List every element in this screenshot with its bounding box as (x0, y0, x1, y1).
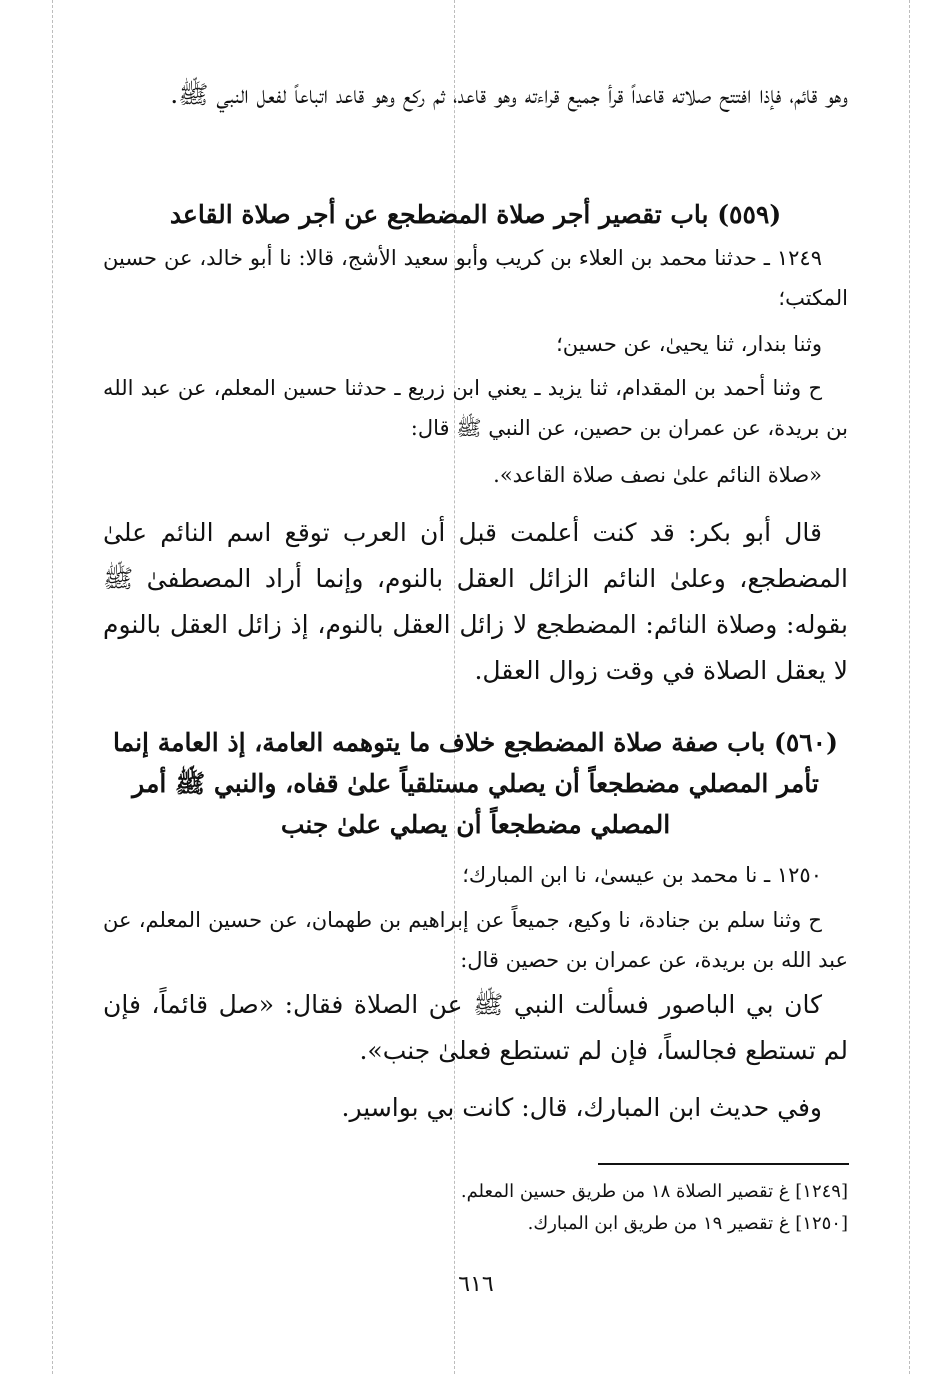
hadith-text: «صلاة النائم علىٰ نصف صلاة القاعد». (493, 463, 822, 487)
isnad-1249-second-chain: وثنا بندار، ثنا يحيىٰ، عن حسين؛ (556, 332, 822, 356)
footnote-separator (598, 1163, 849, 1165)
isnad-1250: ١٢٥٠ ـ نا محمد بن عيسىٰ، نا ابن المبارك؛ (462, 863, 822, 887)
footnote: [١٢٤٩] غ تقصير الصلاة ١٨ من طريق حسين المعلم. (460, 1181, 848, 1202)
isnad-1249-third-chain: ح وثنا أحمد بن المقدام، ثنا يزيد ـ يعني ابن زريع ـ حدثنا حسين المعلم، عن عبد الله بن بريدة، عن عمران بن حصين، عن النبي ﷺ قال: (103, 376, 848, 440)
footnote: [١٢٥٠] غ تقصير ١٩ من طريق ابن المبارك. (527, 1213, 848, 1234)
hadith-text: كان بي الباصور فسألت النبي ﷺ عن الصلاة فقال: «صل قائماً، فإن لم تستطع فجالساً، فإن لم تستطع فعلىٰ جنب». (103, 990, 848, 1065)
isnad-1249: ١٢٤٩ ـ حدثنا محمد بن العلاء بن كريب وأبو سعيد الأشج، قالا: نا أبو خالد، عن حسين المكتب؛ (103, 246, 848, 310)
intro-paragraph: وهو قائم، فإذا افتتح صلاته قاعداً قرأ جميع قراءته وهو قاعد، ثم ركع وهو قاعد اتباعاً لفعل النبي ﷺ. (170, 80, 848, 109)
chapter-559-heading: (٥٥٩) باب تقصير أجر صلاة المضطجع عن أجر صلاة القاعد (169, 200, 782, 229)
scan-guide-line (52, 0, 53, 1374)
page-number: ٦١٦ (458, 1272, 494, 1297)
commentary-paragraph: قال أبو بكر: قد كنت أعلمت قبل أن العرب توقع اسم النائم علىٰ المضطجع، وعلىٰ النائم الزائل العقل بالنوم، وإنما أراد المصطفىٰ ﷺ بقوله: وصلاة النائم: المضطجع لا زائل العقل بالنوم، إذ زائل العقل بالنوم لا يعقل الصلاة في وقت زوال العقل. (103, 518, 848, 685)
note-paragraph: وفي حديث ابن المبارك، قال: كانت بي بواسير. (341, 1093, 822, 1122)
chapter-560-heading: (٥٦٠) باب صفة صلاة المضطجع خلاف ما يتوهمه العامة، إذ العامة إنما تأمر المصلي مضطجعاً أن يصلي مستلقياً علىٰ قفاه، والنبي ﷺ أمر المصلي مضطجعاً أن يصلي علىٰ جنب (113, 728, 838, 839)
scan-guide-line (909, 0, 910, 1374)
isnad-1250-second-chain: ح وثنا سلم بن جنادة، نا وكيع، جميعاً عن إبراهيم بن طهمان، عن حسين المعلم، عن عبد الله بن بريدة، عن عمران بن حصين قال: (103, 908, 848, 972)
